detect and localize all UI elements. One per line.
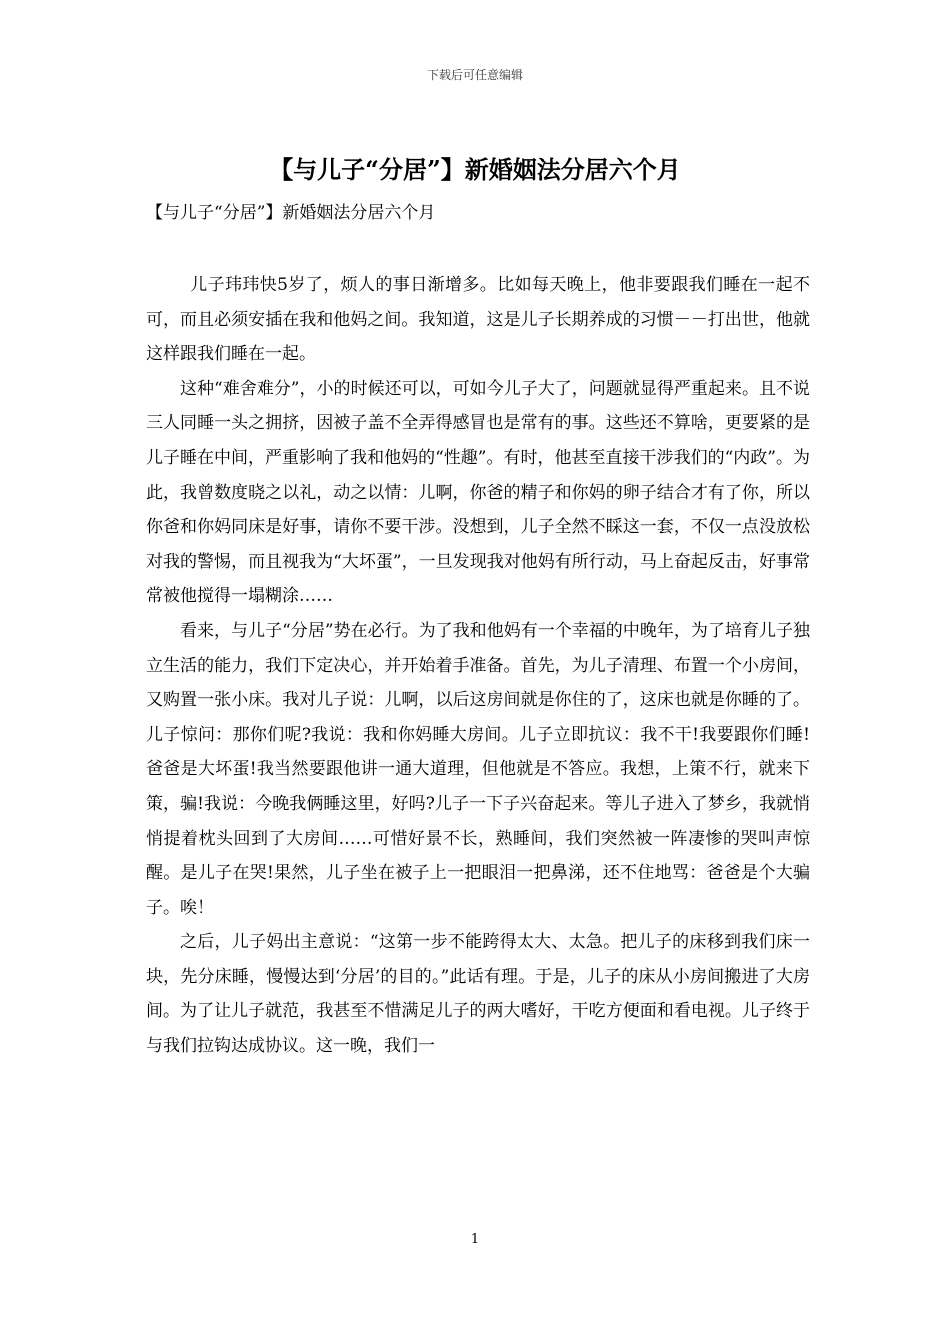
paragraph: 儿子玮玮快5岁了，烦人的事日渐增多。比如每天晚上，他非要跟我们睡在一起不可，而且必须安插在我和他妈之间。我知道，这是儿子长期养成的习惯－－打出世，他就这样跟我们睡在一起。 xyxy=(146,275,810,365)
document-subtitle: 【与儿子“分居”】新婚姻法分居六个月 xyxy=(146,203,436,223)
document-title: 【与儿子“分居”】新婚姻法分居六个月 xyxy=(269,155,681,184)
page-header-note: 下载后可任意编辑 xyxy=(426,68,523,82)
paragraph: 看来，与儿子“分居”势在必行。为了我和他妈有一个幸福的中晚年，为了培育儿子独立生活的能力，我们下定决心，并开始着手准备。首先，为儿子清理、布置一个小房间，又购置一张小床。我对儿子说：儿啊，以后这房间就是你住的了，这床也就是你睡的了。儿子惊问：那你们呢?我说：我和你妈睡大房间。儿子立即抗议：我不干!我要跟你们睡!爸爸是大坏蛋!我当然要跟他讲一通大道理，但他就是不答应。我想，上策不行，就来下策，骗!我说：今晚我俩睡这里，好吗?儿子一下子兴奋起来。等儿子进入了梦乡，我就悄悄提着枕头回到了大房间……可惜好景不长，熟睡间，我们突然被一阵凄惨的哭叫声惊醒。是儿子在哭!果然，儿子坐在被子上一把眼泪一把鼻涕，还不住地骂：爸爸是个大骗子。唉！ xyxy=(146,620,810,918)
page-number: 1 xyxy=(470,1232,480,1247)
paragraph: 之后，儿子妈出主意说：“这第一步不能跨得太大、太急。把儿子的床移到我们床一块，先分床睡，慢慢达到‘分居’的目的。”此话有理。于是，儿子的床从小房间搬进了大房间。为了让儿子就范，我甚至不惜满足儿子的两大嗜好，干吃方便面和看电视。儿子终于与我们拉钩达成协议。这一晚，我们一 xyxy=(146,932,810,1057)
paragraph: 这种“难舍难分”，小的时候还可以，可如今儿子大了，问题就显得严重起来。且不说三人同睡一头之拥挤，因被子盖不全弄得感冒也是常有的事。这些还不算啥，更要紧的是儿子睡在中间，严重影响了我和他妈的“性趣”。有时，他甚至直接干涉我们的“内政”。为此，我曾数度晓之以礼，动之以情：儿啊，你爸的精子和你妈的卵子结合才有了你，所以你爸和你妈同床是好事，请你不要干涉。没想到，儿子全然不睬这一套，不仅一点没放松对我的警惕，而且视我为“大坏蛋”，一旦发现我对他妈有所行动，马上奋起反击，好事常常被他搅得一塌糊涂…… xyxy=(146,378,810,607)
document-body xyxy=(146,268,810,1064)
